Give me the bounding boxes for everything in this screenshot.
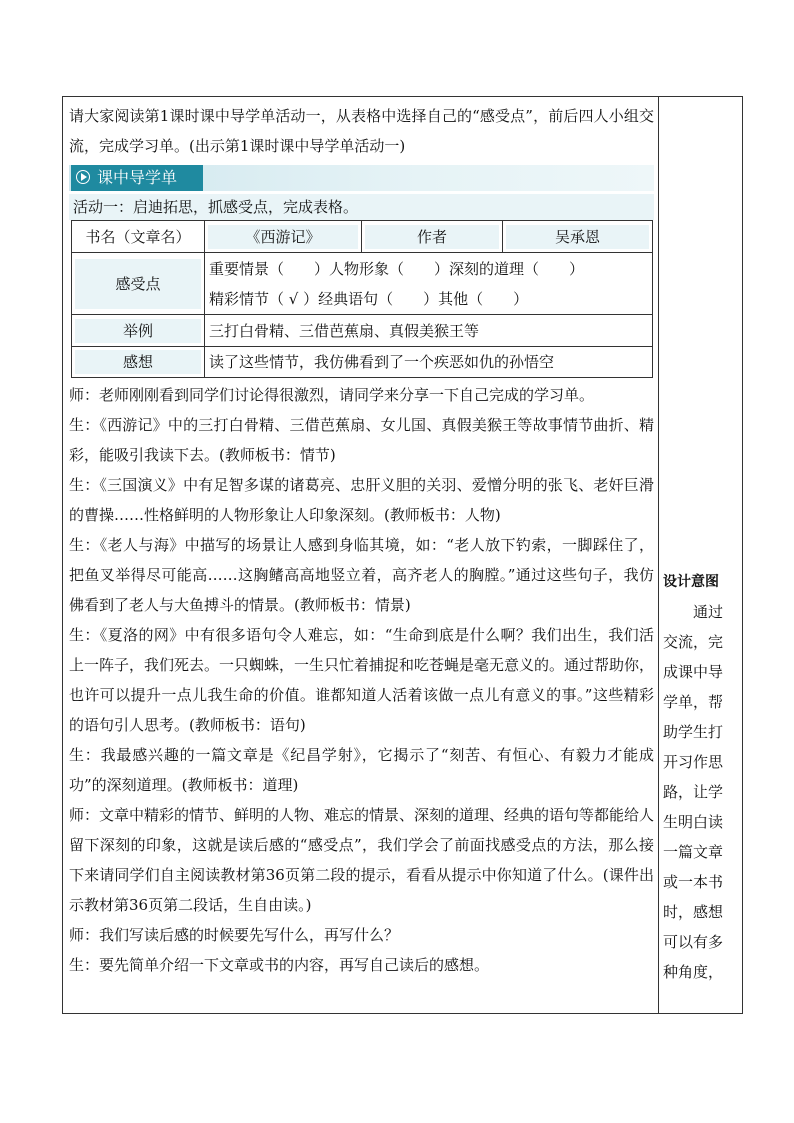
guide-banner-tag xyxy=(71,165,203,191)
dialogue-section xyxy=(69,380,654,980)
thought-label-cell: 感想 xyxy=(72,347,205,378)
activity-title: 活动一：启迪拓思，抓感受点，完成表格。 xyxy=(69,194,654,220)
intro-paragraph: 请大家阅读第1课时课中导学单活动一，从表格中选择自己的“感受点”，前后四人小组交流，完成学习单。(出示第1课时课中导学单活动一) xyxy=(69,107,654,155)
play-icon xyxy=(76,170,90,184)
dialogue-line: 生：我最感兴趣的一篇文章是《纪昌学射》，它揭示了“刻苦、有恒心、有毅力才能成功”的深刻道理。(教师板书：道理) xyxy=(69,746,654,794)
dialogue-line: 生：《三国演义》中有足智多谋的诸葛亮、忠肝义胆的关羽、爱憎分明的张飞、老奸巨滑的曹操……性格鲜明的人物形象让人印象深刻。(教师板书：人物) xyxy=(69,476,654,524)
main-column xyxy=(69,101,654,980)
lesson-plan-table xyxy=(62,96,743,1014)
author-value-cell: 吴承恩 xyxy=(503,221,653,253)
dialogue-line: 师：我们写读后感的时候要先写什么，再写什么？ xyxy=(69,926,400,944)
dialogue-line: 师：文章中精彩的情节、鲜明的人物、难忘的情景、深刻的道理、经典的语句等都能给人留下深刻的印象，这就是读后感的“感受点”，我们学会了前面找感受点的方法，那么接下来请同学们自主阅读教材第36页第二段的提示，看看从提示中你知道了什么。(课件出示教材第36页第二段话，生自由读。) xyxy=(69,806,655,914)
thought-value-cell: 读了这些情节，我仿佛看到了一个疾恶如仇的孙悟空 xyxy=(205,347,653,378)
feel-options-cell xyxy=(205,253,653,315)
book-value-cell: 《西游记》 xyxy=(205,221,362,253)
guide-banner-title: 课中导学单 xyxy=(97,168,178,187)
design-intent-column xyxy=(663,567,737,987)
feel-options-line-1: 重要情景（ ）人物形象（ ）深刻的道理（ ） xyxy=(209,259,585,278)
author-label-cell: 作者 xyxy=(362,221,503,253)
table-row xyxy=(72,315,653,347)
example-value-cell: 三打白骨精、三借芭蕉扇、真假美猴王等 xyxy=(205,315,653,347)
table-row xyxy=(72,221,653,253)
feel-options-line-2: 精彩情节（ √ ）经典语句（ ）其他（ ） xyxy=(209,289,529,308)
dialogue-line: 生：要先简单介绍一下文章或书的内容，再写自己读后的感想。 xyxy=(69,956,490,974)
table-row xyxy=(72,253,653,315)
design-intent-body: 通过交流，完成课中导学单，帮助学生打开习作思路，让学生明白读一篇文章或一本书时，感想可以有多种角度， xyxy=(663,603,724,981)
feeling-table xyxy=(71,220,653,378)
column-divider xyxy=(658,97,659,1013)
book-label-cell: 书名（文章名） xyxy=(72,221,205,253)
design-intent-title: 设计意图 xyxy=(663,574,719,590)
dialogue-line: 生：《西游记》中的三打白骨精、三借芭蕉扇、女儿国、真假美猴王等故事情节曲折、精彩，能吸引我读下去。(教师板书：情节) xyxy=(69,416,654,464)
dialogue-line: 生：《老人与海》中描写的场景让人感到身临其境，如：“老人放下钓索，一脚踩住了，把鱼叉举得尽可能高……这胸鳍高高地竖立着，高齐老人的胸膛。”通过这些句子，我仿佛看到了老人与大鱼搏斗的情景。(教师板书：情景) xyxy=(69,536,654,614)
guide-banner xyxy=(69,165,654,191)
table-row xyxy=(72,347,653,378)
dialogue-line: 师：老师刚刚看到同学们讨论得很激烈，请同学来分享一下自己完成的学习单。 xyxy=(69,386,595,404)
dialogue-line: 生：《夏洛的网》中有很多语句令人难忘，如：“生命到底是什么啊？我们出生，我们活上一阵子，我们死去。一只蜘蛛，一生只忙着捕捉和吃苍蝇是毫无意义的。通过帮助你，也许可以提升一点儿我生命的价值。谁都知道人活着该做一点儿有意义的事。”这些精彩的语句引人思考。(教师板书：语句) xyxy=(69,626,655,734)
feel-label-cell: 感受点 xyxy=(72,253,205,315)
example-label-cell: 举例 xyxy=(72,315,205,347)
